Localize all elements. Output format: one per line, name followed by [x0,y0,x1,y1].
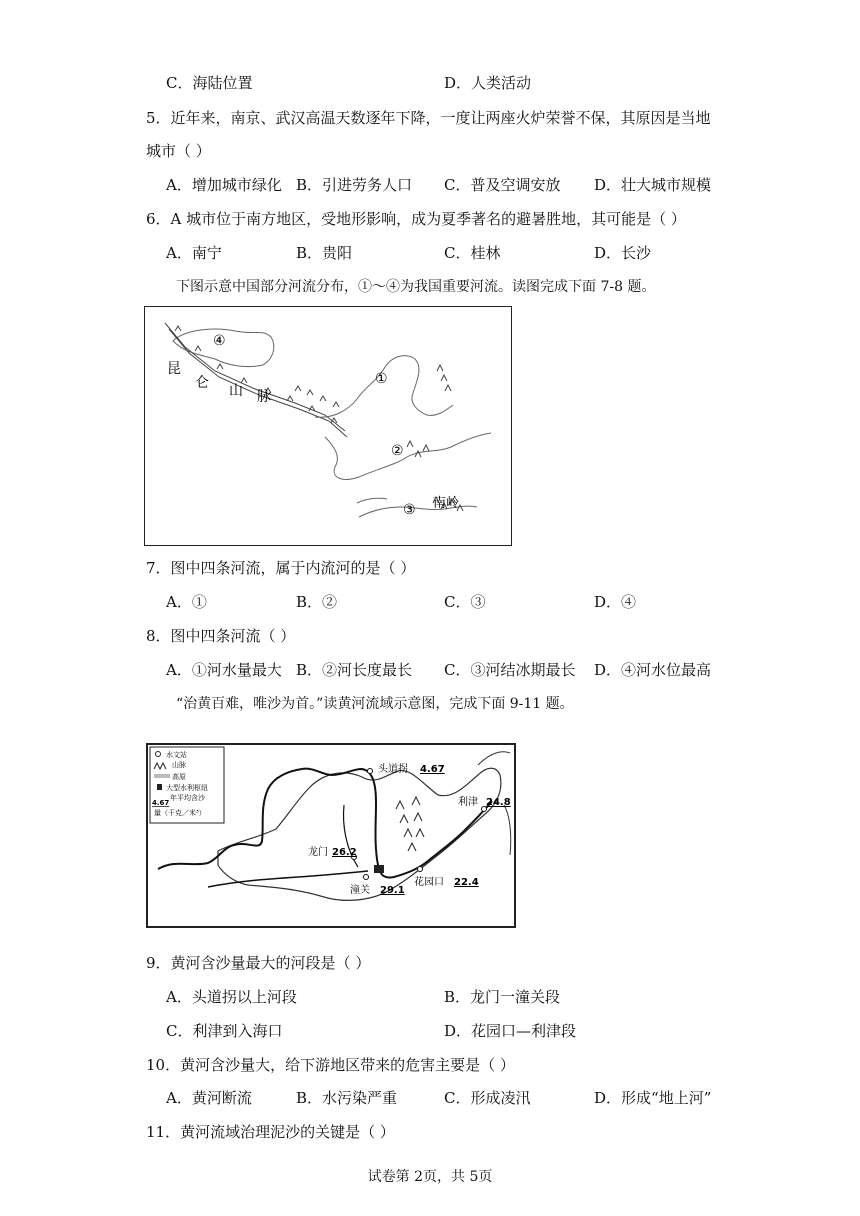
legend-sample-value: 4.67 [152,799,170,807]
longmen-label: 龙门 [308,847,328,858]
q5-option-b: B．引进劳务人口 [296,176,413,194]
q10-option-d: D．形成“地上河” [594,1089,712,1107]
river-3-tributary [357,498,387,503]
toudaoguai-station [368,769,373,774]
huayuankou-label: 花园口 [414,877,444,888]
kunlun-char-2: 仑 [195,375,209,391]
river-2-label: ② [391,443,404,459]
river-4-label: ④ [213,333,226,349]
river-3-label: ③ [403,502,416,518]
toudaoguai-value: 4.67 [420,764,445,775]
lijin-value: 24.8 [486,797,511,808]
legend-station: 水文站 [166,751,187,759]
legend-sand-1: 年平均含沙 [170,794,205,802]
yellow-river-map [146,743,516,928]
q7-option-c: C．③ [444,593,486,611]
lijin-label: 利津 [458,797,478,808]
q9-stem: 9．黄河含沙量最大的河段是（ ） [146,954,371,972]
q7-stem: 7．图中四条河流，属于内流河的是（ ） [146,559,416,577]
kunlun-char-3: 山 [229,383,243,399]
china-rivers-map-svg [145,307,511,545]
q11-stem: 11．黄河流域治理泥沙的关键是（ ） [146,1123,395,1141]
q5-option-d: D．壮大城市规模 [594,176,712,194]
q8-option-a: A．①河水量最大 [166,661,282,679]
intro-9-11: “治黄百难，唯沙为首。”读黄河流域示意图，完成下面 9-11 题。 [176,696,574,712]
q7-option-a: A．① [166,593,207,611]
q5-option-a: A．增加城市绿化 [166,176,282,194]
tongguan-label: 潼关 [350,885,370,896]
kunlun-mountain-band [165,323,347,437]
river-2-course [325,433,491,479]
huayuankou-value: 22.4 [454,877,479,888]
river-1-label: ① [375,371,388,387]
nanling-label: 南岭 [433,496,460,511]
q9-option-d: D．花园口—利津段 [444,1022,577,1040]
legend-mountain: 山脉 [172,761,186,769]
q8-option-c: C．③河结冰期最长 [444,661,576,679]
q9-option-b: B．龙门一潼关段 [444,988,561,1006]
huayuankou-station [418,867,423,872]
legend-sand-2: 量（千克／米³） [154,809,206,817]
q7-option-b: B．② [296,593,338,611]
kunlun-char-1: 昆 [167,361,181,377]
kunlun-char-4: 脉 [257,389,271,405]
toudaoguai-label: 头道拐 [378,764,408,775]
q8-option-d: D．④河水位最高 [594,661,712,679]
q10-option-c: C．形成凌汛 [444,1089,531,1107]
q10-option-b: B．水污染严重 [296,1089,398,1107]
page-footer: 试卷第 2页，共 5页 [367,1169,493,1185]
q9-option-a: A．头道拐以上河段 [166,988,297,1006]
q6-option-d: D．长沙 [594,244,652,262]
q8-stem: 8．图中四条河流（ ） [146,627,296,645]
yellow-river-map-svg [148,745,514,926]
q7-option-d: D．④ [594,593,637,611]
river-3-course [359,506,477,517]
legend-plateau-icon [154,774,170,778]
legend-hub: 大型水利枢纽 [166,784,208,792]
longmen-value: 26.2 [332,847,357,858]
intro-7-8: 下图示意中国部分河流分布，①～④为我国重要河流。读图完成下面 7-8 题。 [176,279,656,295]
q5-option-c: C．普及空调安放 [444,176,561,194]
sanmenxia-hub-icon [374,865,384,873]
q5-stem-line2: 城市（ ） [146,142,211,160]
q4-option-c: C．海陆位置 [166,74,253,92]
taihang-mountain-marks [396,797,424,851]
q6-option-c: C．桂林 [444,244,501,262]
q10-option-a: A．黄河断流 [166,1089,252,1107]
q10-stem: 10．黄河含沙量大，给下游地区带来的危害主要是（ ） [146,1056,515,1074]
q8-option-b: B．②河长度最长 [296,661,413,679]
q6-option-a: A．南宁 [166,244,222,262]
q4-option-d: D．人类活动 [444,74,532,92]
q9-option-c: C．利津到入海口 [166,1022,283,1040]
q5-stem-line1: 5．近年来，南京、武汉高温天数逐年下降，一度让两座火炉荣誉不保，其原因是当地 [146,109,711,127]
tongguan-value: 29.1 [380,885,405,896]
china-rivers-map [144,306,512,546]
legend-hub-icon [157,784,162,790]
q6-option-b: B．贵阳 [296,244,353,262]
legend-plateau: 高原 [172,773,186,781]
q6-stem: 6．A 城市位于南方地区，受地形影响，成为夏季著名的避暑胜地，其可能是（ ） [146,210,686,228]
tongguan-station [364,875,369,880]
